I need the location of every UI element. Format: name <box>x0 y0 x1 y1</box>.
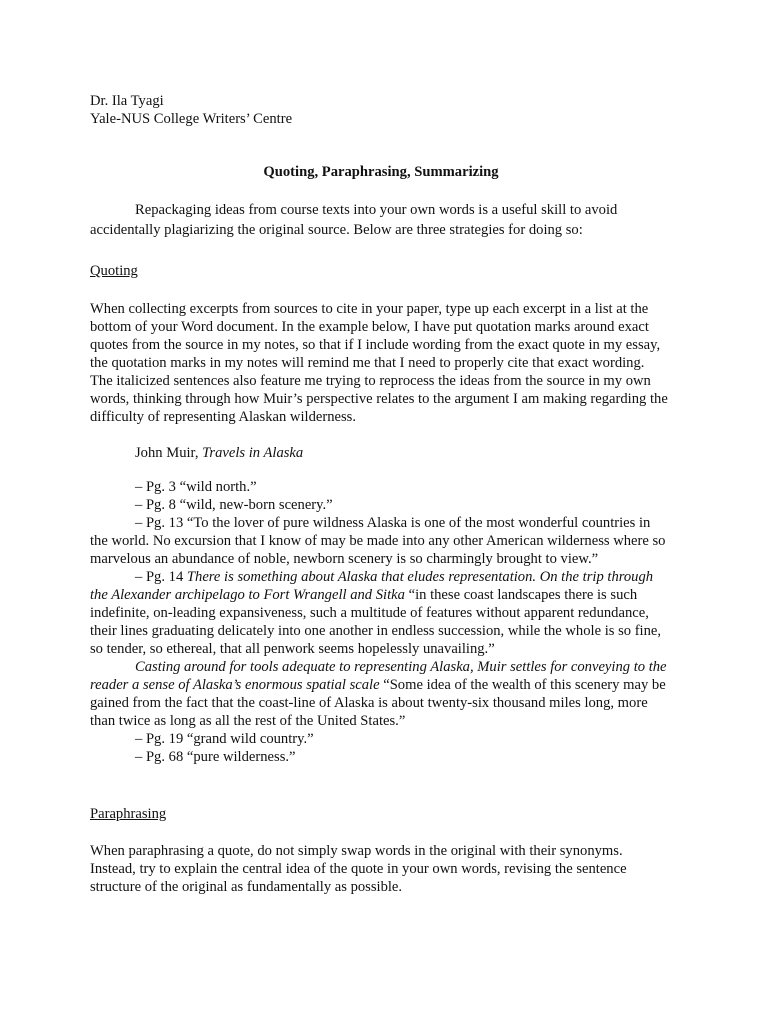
author-block <box>90 92 670 128</box>
note-pg-13: – Pg. 13 “To the lover of pure wildness Alaska is one of the most wonderful countries in the world. No excursion that I know of may be made into any other American wilderness where so marvelous an abundance of noble, newborn scenery is so charmingly brought to view.” <box>90 515 666 567</box>
document-title: Quoting, Paraphrasing, Summarizing <box>263 164 499 180</box>
note-pg-14-commentary: There is something about Alaska that eludes representation. On the trip through the Alexander archipelago to Fort Wrangell and Sitka <box>90 569 654 603</box>
note-pg-14 <box>90 568 670 658</box>
source-title: Travels in Alaska <box>202 445 304 461</box>
intro-paragraph: Repackaging ideas from course texts into your own words is a useful skill to avoid accidentally plagiarizing the original source. Below are three strategies for doing so: <box>90 202 618 238</box>
author-affiliation: Yale-NUS College Writers’ Centre <box>90 111 293 127</box>
quote-notes-list <box>90 478 670 766</box>
note-pg-14-prefix: – Pg. 14 <box>135 569 187 585</box>
quoting-heading <box>90 262 670 280</box>
source-author: John Muir, <box>135 445 203 461</box>
paraphrasing-body: When paraphrasing a quote, do not simply swap words in the original with their synonyms. Instead, try to explain the central idea of the quote in your own words, revising the sentence structure of the original as fundamentally as possible. <box>90 843 627 895</box>
source-citation <box>90 444 670 462</box>
note-spatial-scale-commentary: Casting around for tools adequate to representing Alaska, Muir settles for conveying to the reader a sense of Alaska’s enormous spatial scale <box>90 659 667 693</box>
note-pg-68: – Pg. 68 “pure wilderness.” <box>135 749 296 765</box>
quoting-body: When collecting excerpts from sources to cite in your paper, type up each excerpt in a list at the bottom of your Word document. In the example below, I have put quotation marks around exact quotes from the source in my notes, so that if I include wording from the exact quote in my essay, the quotation marks in my notes will remind me that I need to properly cite that exact wording. The italicized sentences also feature me trying to reprocess the ideas from the source in my own words, thinking through how Muir’s perspective relates to the argument I am making regarding the difficulty of representing Alaskan wilderness. <box>90 301 668 425</box>
note-pg-8: – Pg. 8 “wild, new-born scenery.” <box>135 497 333 513</box>
note-spatial-scale-quote: “Some idea of the wealth of this scenery may be gained from the fact that the coast-line of Alaska is about twenty-six thousand miles long, more than twice as long as all the rest of the United States.” <box>90 677 666 729</box>
note-pg-3: – Pg. 3 “wild north.” <box>135 479 257 495</box>
note-pg-19: – Pg. 19 “grand wild country.” <box>135 731 314 747</box>
note-pg-14-quote: “in these coast landscapes there is such indefinite, on-leading expansiveness, such a multitude of features without apparent redundance, their lines graduating delicately into one another in endless succession, while the whole is so fine, so tender, so ethereal, that all penwork seems hopelessly unavailing.” <box>90 587 662 657</box>
paraphrasing-heading <box>90 805 670 823</box>
author-name: Dr. Ila Tyagi <box>90 93 164 109</box>
paraphrasing-heading-text: Paraphrasing <box>90 806 167 822</box>
quoting-heading-text: Quoting <box>90 263 138 279</box>
note-spatial-scale <box>90 658 670 730</box>
